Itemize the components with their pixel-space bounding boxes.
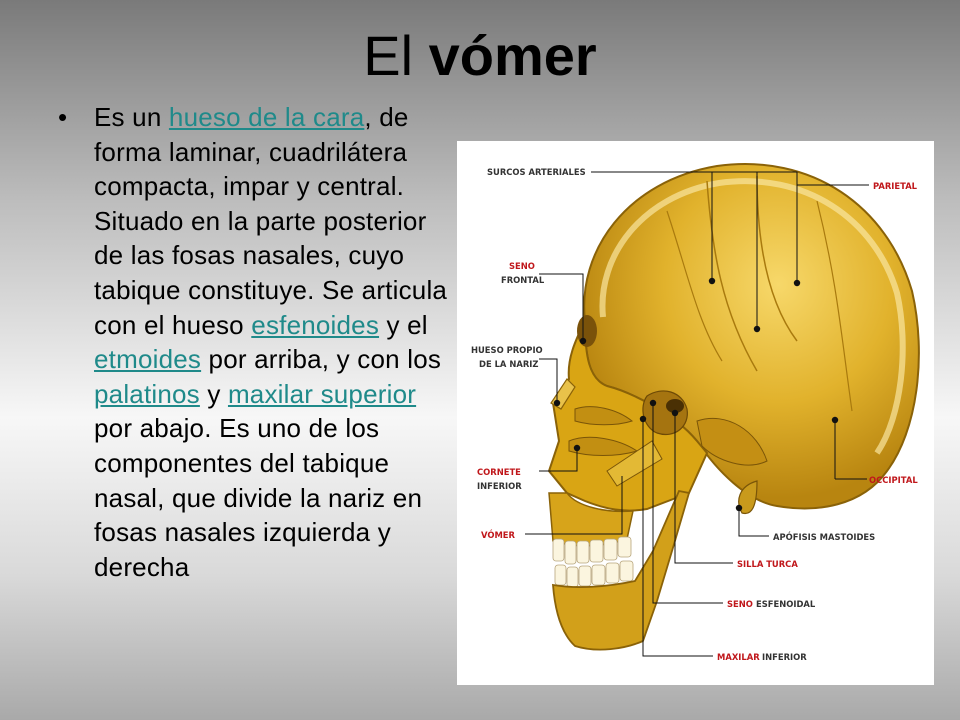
label-apofisis-mastoides: APÓFISIS MASTOIDES: [773, 532, 876, 542]
text-seg-1: Es un: [94, 102, 169, 132]
frontal-sinus: [577, 315, 597, 347]
link-maxilar-superior[interactable]: maxilar superior: [227, 378, 417, 409]
text-seg-2: , de forma laminar, cuadrilátera compacta, impar y central. Situado en la parte posterior de las fosas nasales, cuyo tabique constituye. Se articula con el hueso: [94, 102, 448, 340]
link-hueso-de-la-cara[interactable]: hueso de la cara: [168, 102, 365, 132]
label-surcos-arteriales: SURCOS ARTERIALES: [487, 167, 586, 177]
text-seg-6: por abajo. Es uno de los componentes del tabique nasal, que divide la nariz en fosas nasales izquierda y derecha: [94, 413, 423, 582]
label-maxilar: MAXILAR: [717, 652, 760, 662]
bullet-dot: •: [58, 102, 68, 132]
label-silla-turca: SILLA TURCA: [737, 559, 798, 569]
text-seg-3: y el: [379, 309, 428, 340]
label-parietal: PARIETAL: [873, 181, 918, 191]
link-palatinos[interactable]: palatinos: [94, 378, 200, 409]
skull-illustration: [457, 141, 934, 685]
label-de-la-nariz: DE LA NARIZ: [479, 359, 539, 369]
skull-figure: [457, 141, 934, 685]
label-frontal: FRONTAL: [501, 275, 545, 285]
label-vomer: VÓMER: [481, 530, 515, 540]
label-inferior: INFERIOR: [477, 481, 522, 491]
text-seg-5: y: [199, 378, 228, 409]
label-cornete: CORNETE: [477, 467, 521, 477]
label-seno-esfenoidal-a: SENO: [727, 599, 753, 609]
bullet-paragraph: [58, 100, 454, 584]
link-etmoides[interactable]: etmoides: [94, 344, 202, 375]
paragraph-text: [94, 100, 454, 584]
title-prefix: El: [363, 24, 414, 87]
text-seg-4: por arriba, y con los: [201, 344, 442, 375]
sphenoid-sinus: [643, 391, 687, 435]
label-seno-esfenoidal-b: ESFENOIDAL: [756, 599, 816, 609]
label-occipital: OCCIPITAL: [869, 475, 918, 485]
link-esfenoides[interactable]: esfenoides: [251, 309, 380, 340]
slide-title: [0, 24, 960, 87]
label-hueso-propio: HUESO PROPIO: [471, 345, 543, 355]
label-maxilar-inferior: INFERIOR: [762, 652, 807, 662]
label-seno: SENO: [509, 261, 535, 271]
title-bold-word: vómer: [428, 24, 597, 87]
